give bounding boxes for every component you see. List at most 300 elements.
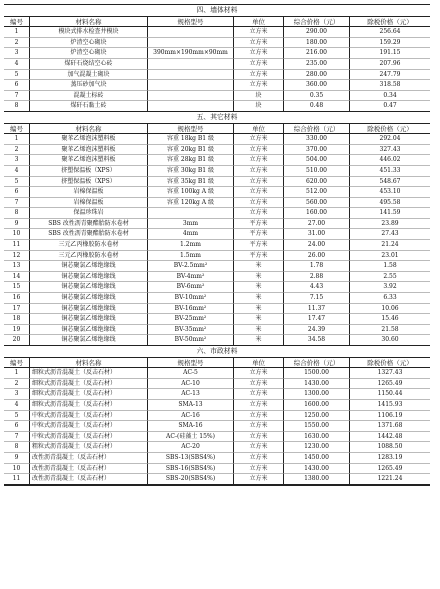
cell-ex-tax-price: 1442.48 [350,432,430,443]
table-row [4,335,430,346]
cell-number: 16 [4,293,30,304]
cell-unit: 立方米 [234,198,284,209]
cell-spec: 1.2mm [148,240,234,251]
cell-ex-tax-price: 6.33 [350,293,430,304]
cell-ex-tax-price: 1.58 [350,261,430,272]
cell-ex-tax-price: 1283.19 [350,453,430,464]
header-ex-tax-price: 除税价格（元） [350,17,430,28]
cell-material-name: 中粒式沥青混凝土（反击石材） [30,432,148,443]
cell-ex-tax-price: 451.33 [350,166,430,177]
cell-material-name: 聚苯乙烯泡沫塑料板 [30,155,148,166]
cell-ex-tax-price: 446.02 [350,155,430,166]
cell-number: 10 [4,464,30,475]
material-section [4,346,430,485]
cell-total-price: 510.00 [284,166,350,177]
cell-ex-tax-price: 327.43 [350,145,430,156]
cell-total-price: 0.35 [284,91,350,102]
cell-spec: BV-2.5mm² [148,261,234,272]
cell-material-name: 改性沥青混凝土（反击石材） [30,464,148,475]
cell-ex-tax-price: 318.58 [350,80,430,91]
cell-ex-tax-price: 0.34 [350,91,430,102]
table-row [4,474,430,485]
cell-spec: 1.5mm [148,251,234,262]
table-row [4,166,430,177]
price-table [4,4,430,486]
cell-number: 6 [4,187,30,198]
cell-spec: SMA-13 [148,400,234,411]
cell-spec [148,38,234,49]
cell-total-price: 1250.00 [284,411,350,422]
cell-ex-tax-price: 247.79 [350,70,430,81]
cell-ex-tax-price: 0.47 [350,101,430,112]
cell-unit: 立方米 [234,464,284,475]
cell-total-price: 26.00 [284,251,350,262]
cell-total-price: 1430.00 [284,379,350,390]
cell-material-name: 炉渣空心砌块 [30,48,148,59]
cell-material-name: 细粒式沥青混凝土（反击石材） [30,368,148,379]
table-row [4,27,430,38]
table-row [4,101,430,112]
cell-number: 11 [4,474,30,485]
cell-spec [148,27,234,38]
cell-number: 2 [4,145,30,156]
cell-number: 5 [4,177,30,188]
cell-material-name: 中粒式沥青混凝土（反击石材） [30,411,148,422]
cell-spec [148,70,234,81]
cell-spec: SBS-16(SBS4%) [148,464,234,475]
cell-spec: 4mm [148,229,234,240]
cell-unit: 立方米 [234,474,284,485]
cell-number: 7 [4,91,30,102]
cell-total-price: 0.48 [284,101,350,112]
cell-number: 13 [4,261,30,272]
cell-spec: SMA-16 [148,421,234,432]
table-row [4,314,430,325]
cell-spec: 容重 120kg A 级 [148,198,234,209]
material-section [4,112,430,346]
cell-number: 12 [4,251,30,262]
header-ex-tax-price: 除税价格（元） [350,124,430,135]
cell-total-price: 1450.00 [284,453,350,464]
cell-unit: 米 [234,304,284,315]
header-total-price: 综合价格（元） [284,17,350,28]
table-row [4,38,430,49]
cell-total-price: 7.15 [284,293,350,304]
cell-number: 7 [4,432,30,443]
cell-ex-tax-price: 21.24 [350,240,430,251]
cell-ex-tax-price: 2.55 [350,272,430,283]
table-row [4,219,430,230]
cell-material-name: 模块式排水检查井模块 [30,27,148,38]
cell-material-name: 三元乙丙橡胶防水卷材 [30,240,148,251]
cell-ex-tax-price: 159.29 [350,38,430,49]
cell-total-price: 504.00 [284,155,350,166]
table-row [4,187,430,198]
header-material-name: 材料名称 [30,358,148,369]
cell-number: 5 [4,411,30,422]
table-row [4,155,430,166]
cell-total-price: 1380.00 [284,474,350,485]
cell-spec: 容重 30kg B1 级 [148,166,234,177]
cell-spec: 容重 35kg B1 级 [148,177,234,188]
table-row [4,368,430,379]
table-header [4,124,430,135]
cell-ex-tax-price: 1088.50 [350,442,430,453]
table-row [4,229,430,240]
cell-total-price: 370.00 [284,145,350,156]
cell-spec: BV-25mm² [148,314,234,325]
cell-material-name: 铜芯聚氯乙烯绝缘线 [30,325,148,336]
cell-spec [148,208,234,219]
header-number: 编号 [4,358,30,369]
cell-unit: 平方米 [234,219,284,230]
cell-material-name: 细粒式沥青混凝土（反击石材） [30,400,148,411]
cell-total-price: 1500.00 [284,368,350,379]
cell-material-name: 聚苯乙烯泡沫塑料板 [30,134,148,145]
cell-material-name: 铜芯聚氯乙烯绝缘线 [30,314,148,325]
header-number: 编号 [4,17,30,28]
cell-material-name: 煤矸石烧结空心砖 [30,59,148,70]
cell-ex-tax-price: 1265.49 [350,464,430,475]
cell-total-price: 560.00 [284,198,350,209]
cell-total-price: 11.37 [284,304,350,315]
cell-total-price: 1600.00 [284,400,350,411]
cell-material-name: 保温珍珠岩 [30,208,148,219]
cell-total-price: 290.00 [284,27,350,38]
cell-unit: 平方米 [234,240,284,251]
cell-material-name: 炉渣空心砌块 [30,38,148,49]
header-total-price: 综合价格（元） [284,124,350,135]
cell-spec: AC-5 [148,368,234,379]
table-row [4,80,430,91]
cell-total-price: 330.00 [284,134,350,145]
header-material-name: 材料名称 [30,124,148,135]
table-row [4,325,430,336]
section-title: 五、其它材料 [4,112,430,124]
cell-total-price: 1430.00 [284,464,350,475]
cell-spec: 容重 100kg A 级 [148,187,234,198]
cell-material-name: 改性沥青混凝土（反击石材） [30,474,148,485]
header-ex-tax-price: 除税价格（元） [350,358,430,369]
cell-unit: 米 [234,314,284,325]
cell-ex-tax-price: 1371.68 [350,421,430,432]
header-total-price: 综合价格（元） [284,358,350,369]
cell-spec: BV-50mm² [148,335,234,346]
cell-number: 4 [4,400,30,411]
cell-material-name: 挤塑保温板（XPS） [30,177,148,188]
cell-total-price: 160.00 [284,208,350,219]
cell-number: 5 [4,70,30,81]
cell-unit: 立方米 [234,421,284,432]
cell-material-name: 岩棉保温板 [30,187,148,198]
cell-spec: AC-16 [148,411,234,422]
cell-ex-tax-price: 1150.44 [350,389,430,400]
cell-number: 9 [4,453,30,464]
cell-material-name: 改性沥青混凝土（反击石材） [30,453,148,464]
cell-spec: 容重 18kg B1 级 [148,134,234,145]
cell-spec: SBS-13(SBS4%) [148,453,234,464]
cell-unit: 立方米 [234,389,284,400]
table-row [4,251,430,262]
cell-total-price: 180.00 [284,38,350,49]
table-row [4,432,430,443]
cell-unit: 块 [234,101,284,112]
cell-ex-tax-price: 495.58 [350,198,430,209]
cell-spec: SBS-20(SBS4%) [148,474,234,485]
cell-unit: 立方米 [234,155,284,166]
cell-number: 19 [4,325,30,336]
cell-material-name: 中粒式沥青混凝土（反击石材） [30,421,148,432]
cell-total-price: 235.00 [284,59,350,70]
cell-unit: 立方米 [234,411,284,422]
cell-spec [148,80,234,91]
cell-number: 20 [4,335,30,346]
cell-material-name: 蒸压砂加气块 [30,80,148,91]
table-row [4,442,430,453]
cell-material-name: 细粒式沥青混凝土（反击石材） [30,379,148,390]
material-section [4,5,430,112]
cell-total-price: 360.00 [284,80,350,91]
table-body [4,27,430,112]
table-row [4,282,430,293]
cell-spec: BV-35mm² [148,325,234,336]
cell-ex-tax-price: 3.92 [350,282,430,293]
cell-total-price: 1300.00 [284,389,350,400]
cell-unit: 立方米 [234,368,284,379]
table-row [4,240,430,251]
cell-ex-tax-price: 141.59 [350,208,430,219]
cell-ex-tax-price: 10.06 [350,304,430,315]
cell-material-name: 铜芯聚氯乙烯绝缘线 [30,261,148,272]
cell-unit: 平方米 [234,251,284,262]
cell-spec: BV-10mm² [148,293,234,304]
cell-ex-tax-price: 15.46 [350,314,430,325]
cell-ex-tax-price: 1415.93 [350,400,430,411]
cell-spec [148,91,234,102]
cell-number: 14 [4,272,30,283]
cell-spec [148,59,234,70]
header-unit: 单位 [234,124,284,135]
cell-unit: 块 [234,91,284,102]
cell-total-price: 1.78 [284,261,350,272]
cell-unit: 立方米 [234,70,284,81]
header-unit: 单位 [234,17,284,28]
cell-number: 1 [4,27,30,38]
cell-total-price: 1550.00 [284,421,350,432]
cell-material-name: 粗粒式沥青混凝土（反击石材） [30,442,148,453]
cell-material-name: SBS 改性沥青聚酯胎防水卷材 [30,229,148,240]
table-row [4,134,430,145]
cell-total-price: 17.47 [284,314,350,325]
header-spec: 规格型号 [148,124,234,135]
table-row [4,304,430,315]
cell-unit: 米 [234,272,284,283]
section-title: 六、市政材料 [4,346,430,358]
table-row [4,389,430,400]
cell-number: 1 [4,368,30,379]
cell-spec: BV-6mm² [148,282,234,293]
header-material-name: 材料名称 [30,17,148,28]
cell-number: 6 [4,80,30,91]
cell-total-price: 24.00 [284,240,350,251]
cell-unit: 立方米 [234,379,284,390]
table-body [4,134,430,346]
header-unit: 单位 [234,358,284,369]
cell-number: 11 [4,240,30,251]
cell-material-name: 聚苯乙烯泡沫塑料板 [30,145,148,156]
table-row [4,421,430,432]
cell-spec: 3mm [148,219,234,230]
cell-ex-tax-price: 30.60 [350,335,430,346]
cell-number: 4 [4,59,30,70]
cell-number: 2 [4,38,30,49]
section-title: 四、墙体材料 [4,5,430,17]
cell-unit: 米 [234,282,284,293]
cell-material-name: 混凝土标砖 [30,91,148,102]
cell-ex-tax-price: 1327.43 [350,368,430,379]
cell-unit: 立方米 [234,48,284,59]
table-row [4,379,430,390]
cell-total-price: 620.00 [284,177,350,188]
cell-unit: 立方米 [234,208,284,219]
cell-total-price: 27.00 [284,219,350,230]
header-number: 编号 [4,124,30,135]
table-row [4,48,430,59]
cell-total-price: 280.00 [284,70,350,81]
cell-spec: AC-13 [148,389,234,400]
cell-number: 3 [4,389,30,400]
table-row [4,400,430,411]
table-row [4,177,430,188]
table-row [4,464,430,475]
cell-number: 17 [4,304,30,315]
cell-material-name: 煤矸石黏土砖 [30,101,148,112]
cell-unit: 立方米 [234,145,284,156]
cell-number: 3 [4,155,30,166]
cell-unit: 立方米 [234,400,284,411]
table-row [4,198,430,209]
table-row [4,453,430,464]
cell-spec: BV-4mm² [148,272,234,283]
header-spec: 规格型号 [148,17,234,28]
cell-material-name: 细粒式沥青混凝土（反击石材） [30,389,148,400]
cell-total-price: 216.00 [284,48,350,59]
cell-unit: 米 [234,325,284,336]
cell-number: 7 [4,198,30,209]
cell-total-price: 34.58 [284,335,350,346]
cell-ex-tax-price: 23.89 [350,219,430,230]
cell-number: 1 [4,134,30,145]
cell-material-name: 岩棉保温板 [30,198,148,209]
cell-unit: 立方米 [234,80,284,91]
cell-unit: 米 [234,293,284,304]
cell-unit: 立方米 [234,432,284,443]
cell-unit: 立方米 [234,187,284,198]
table-row [4,145,430,156]
cell-material-name: SBS 改性沥青聚酯胎防水卷材 [30,219,148,230]
cell-ex-tax-price: 1106.19 [350,411,430,422]
cell-spec: AC-20 [148,442,234,453]
table-row [4,272,430,283]
cell-spec [148,101,234,112]
cell-unit: 立方米 [234,38,284,49]
table-header [4,17,430,28]
table-header [4,358,430,369]
cell-material-name: 铜芯聚氯乙烯绝缘线 [30,272,148,283]
cell-number: 4 [4,166,30,177]
cell-material-name: 三元乙丙橡胶防水卷材 [30,251,148,262]
cell-number: 18 [4,314,30,325]
cell-unit: 立方米 [234,27,284,38]
table-row [4,59,430,70]
cell-number: 8 [4,442,30,453]
cell-number: 9 [4,219,30,230]
cell-ex-tax-price: 256.64 [350,27,430,38]
cell-number: 2 [4,379,30,390]
cell-ex-tax-price: 27.43 [350,229,430,240]
cell-unit: 米 [234,261,284,272]
cell-unit: 立方米 [234,453,284,464]
cell-unit: 立方米 [234,442,284,453]
cell-spec: BV-16mm² [148,304,234,315]
cell-spec: 容重 28kg B1 级 [148,155,234,166]
cell-number: 3 [4,48,30,59]
header-spec: 规格型号 [148,358,234,369]
cell-material-name: 铜芯聚氯乙烯绝缘线 [30,335,148,346]
cell-total-price: 1230.00 [284,442,350,453]
cell-material-name: 铜芯聚氯乙烯绝缘线 [30,293,148,304]
cell-number: 6 [4,421,30,432]
cell-ex-tax-price: 23.01 [350,251,430,262]
table-row [4,261,430,272]
cell-spec: AC-10 [148,379,234,390]
cell-total-price: 512.00 [284,187,350,198]
cell-total-price: 4.43 [284,282,350,293]
table-body [4,368,430,485]
cell-spec: 390mm×190mm×90mm [148,48,234,59]
cell-unit: 立方米 [234,134,284,145]
cell-total-price: 31.00 [284,229,350,240]
cell-ex-tax-price: 1265.49 [350,379,430,390]
cell-ex-tax-price: 207.96 [350,59,430,70]
cell-material-name: 挤塑保温板（XPS） [30,166,148,177]
table-row [4,293,430,304]
cell-unit: 立方米 [234,59,284,70]
cell-ex-tax-price: 548.67 [350,177,430,188]
cell-ex-tax-price: 191.15 [350,48,430,59]
cell-total-price: 24.39 [284,325,350,336]
cell-number: 10 [4,229,30,240]
cell-unit: 立方米 [234,177,284,188]
cell-material-name: 铜芯聚氯乙烯绝缘线 [30,304,148,315]
table-row [4,411,430,422]
price-list-page [4,4,436,486]
table-row [4,70,430,81]
cell-spec: AC-(硅藻土 15%) [148,432,234,443]
cell-total-price: 2.88 [284,272,350,283]
cell-unit: 立方米 [234,166,284,177]
cell-unit: 平方米 [234,229,284,240]
cell-number: 15 [4,282,30,293]
cell-material-name: 加气混凝土砌块 [30,70,148,81]
cell-ex-tax-price: 453.10 [350,187,430,198]
cell-spec: 容重 20kg B1 级 [148,145,234,156]
table-row [4,208,430,219]
cell-number: 8 [4,208,30,219]
cell-ex-tax-price: 1221.24 [350,474,430,485]
cell-number: 8 [4,101,30,112]
cell-ex-tax-price: 21.58 [350,325,430,336]
